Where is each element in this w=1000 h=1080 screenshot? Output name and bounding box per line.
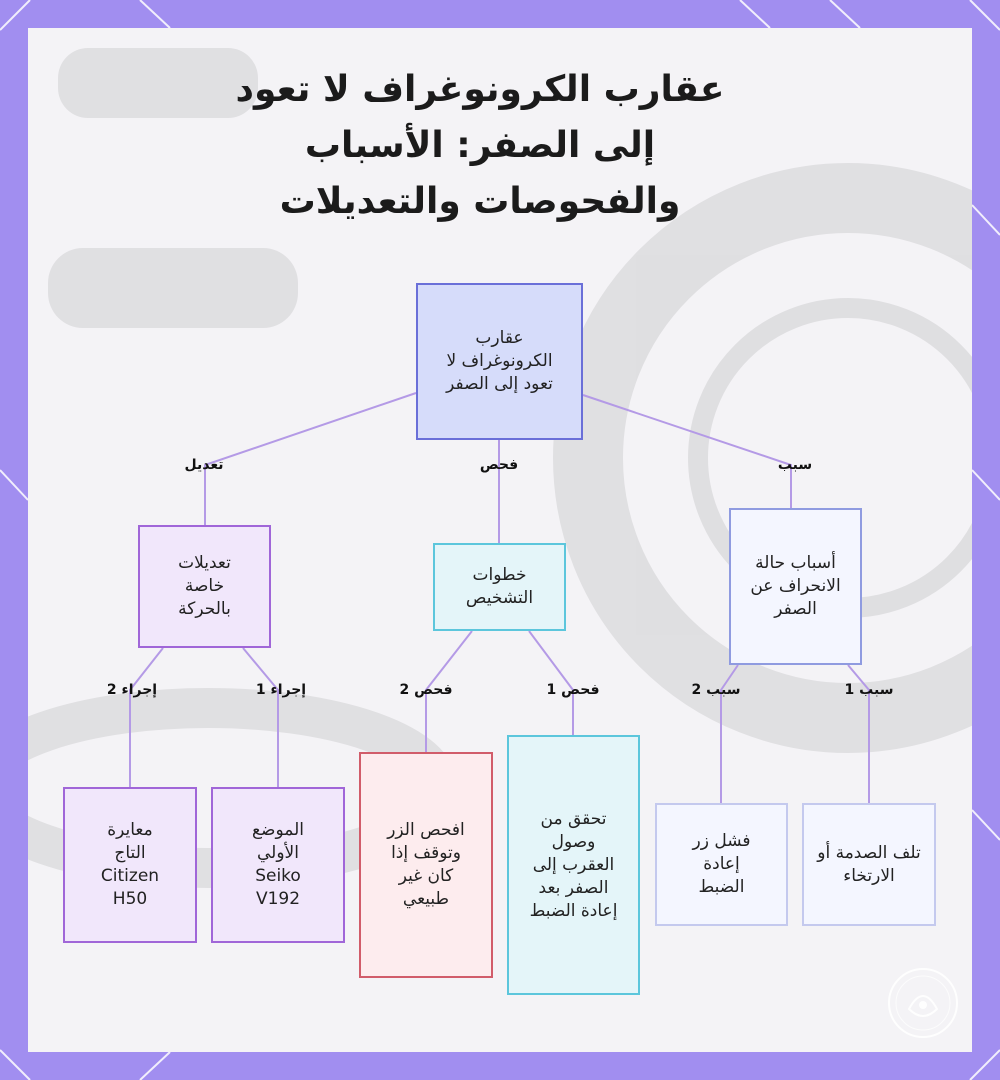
node-proc1-label: الموضع الأولي Seiko V192	[252, 820, 304, 909]
edge-label-check1: فحص 1	[546, 682, 600, 698]
node-cause1-label: تلف الصدمة أو الارتخاء	[817, 842, 921, 886]
edge-label-check: فحص	[479, 457, 519, 473]
node-diagnosis	[433, 543, 566, 631]
edge-label-proc2: إجراء 2	[106, 682, 158, 698]
node-diagnosis-label: خطوات التشخيص	[465, 565, 534, 608]
node-check2	[359, 752, 493, 978]
edge-adjust-proc1	[243, 648, 278, 787]
edge-label-adjust: تعديل	[184, 457, 224, 473]
node-causes-label: أسباب حالة الانحراف عن الصفر	[750, 553, 841, 619]
edge-label-cause2: سبب 2	[691, 682, 741, 698]
node-proc2-label: معايرة التاج Citizen H50	[100, 820, 160, 909]
node-adjust-label: تعديلات خاصة بالحركة	[178, 553, 231, 619]
node-proc1	[211, 787, 345, 943]
node-cause1	[802, 803, 936, 926]
diagram-title: عقارب الكرونوغراف لا تعود إلى الصفر: الأسباب والفحوصات والتعديلات	[235, 69, 725, 222]
edge-label-cause: سبب	[777, 457, 813, 473]
node-cause2-label: فشل زر إعادة الضبط	[692, 831, 751, 897]
edge-label-check2: فحص 2	[399, 682, 453, 698]
node-cause2	[655, 803, 788, 926]
node-proc2	[63, 787, 197, 943]
edge-label-cause1: سبب 1	[844, 682, 894, 698]
node-causes	[729, 508, 862, 665]
edge-label-proc1: إجراء 1	[255, 682, 307, 698]
node-root-label: عقارب الكرونوغراف لا تعود إلى الصفر	[446, 328, 553, 394]
node-check1	[507, 735, 640, 995]
edge-adjust-proc2	[130, 648, 163, 787]
edge-root-causes	[583, 395, 791, 508]
node-check2-label: افحص الزر وتوقف إذا كان غير طبيعي	[387, 820, 465, 909]
node-adjust	[138, 525, 271, 648]
node-root	[416, 283, 583, 440]
brand-logo-icon	[885, 965, 961, 1041]
edge-root-adjust	[205, 393, 416, 525]
node-check1-label: تحقق من وصول العقرب إلى الصفر بعد إعادة الضبط	[529, 808, 618, 921]
